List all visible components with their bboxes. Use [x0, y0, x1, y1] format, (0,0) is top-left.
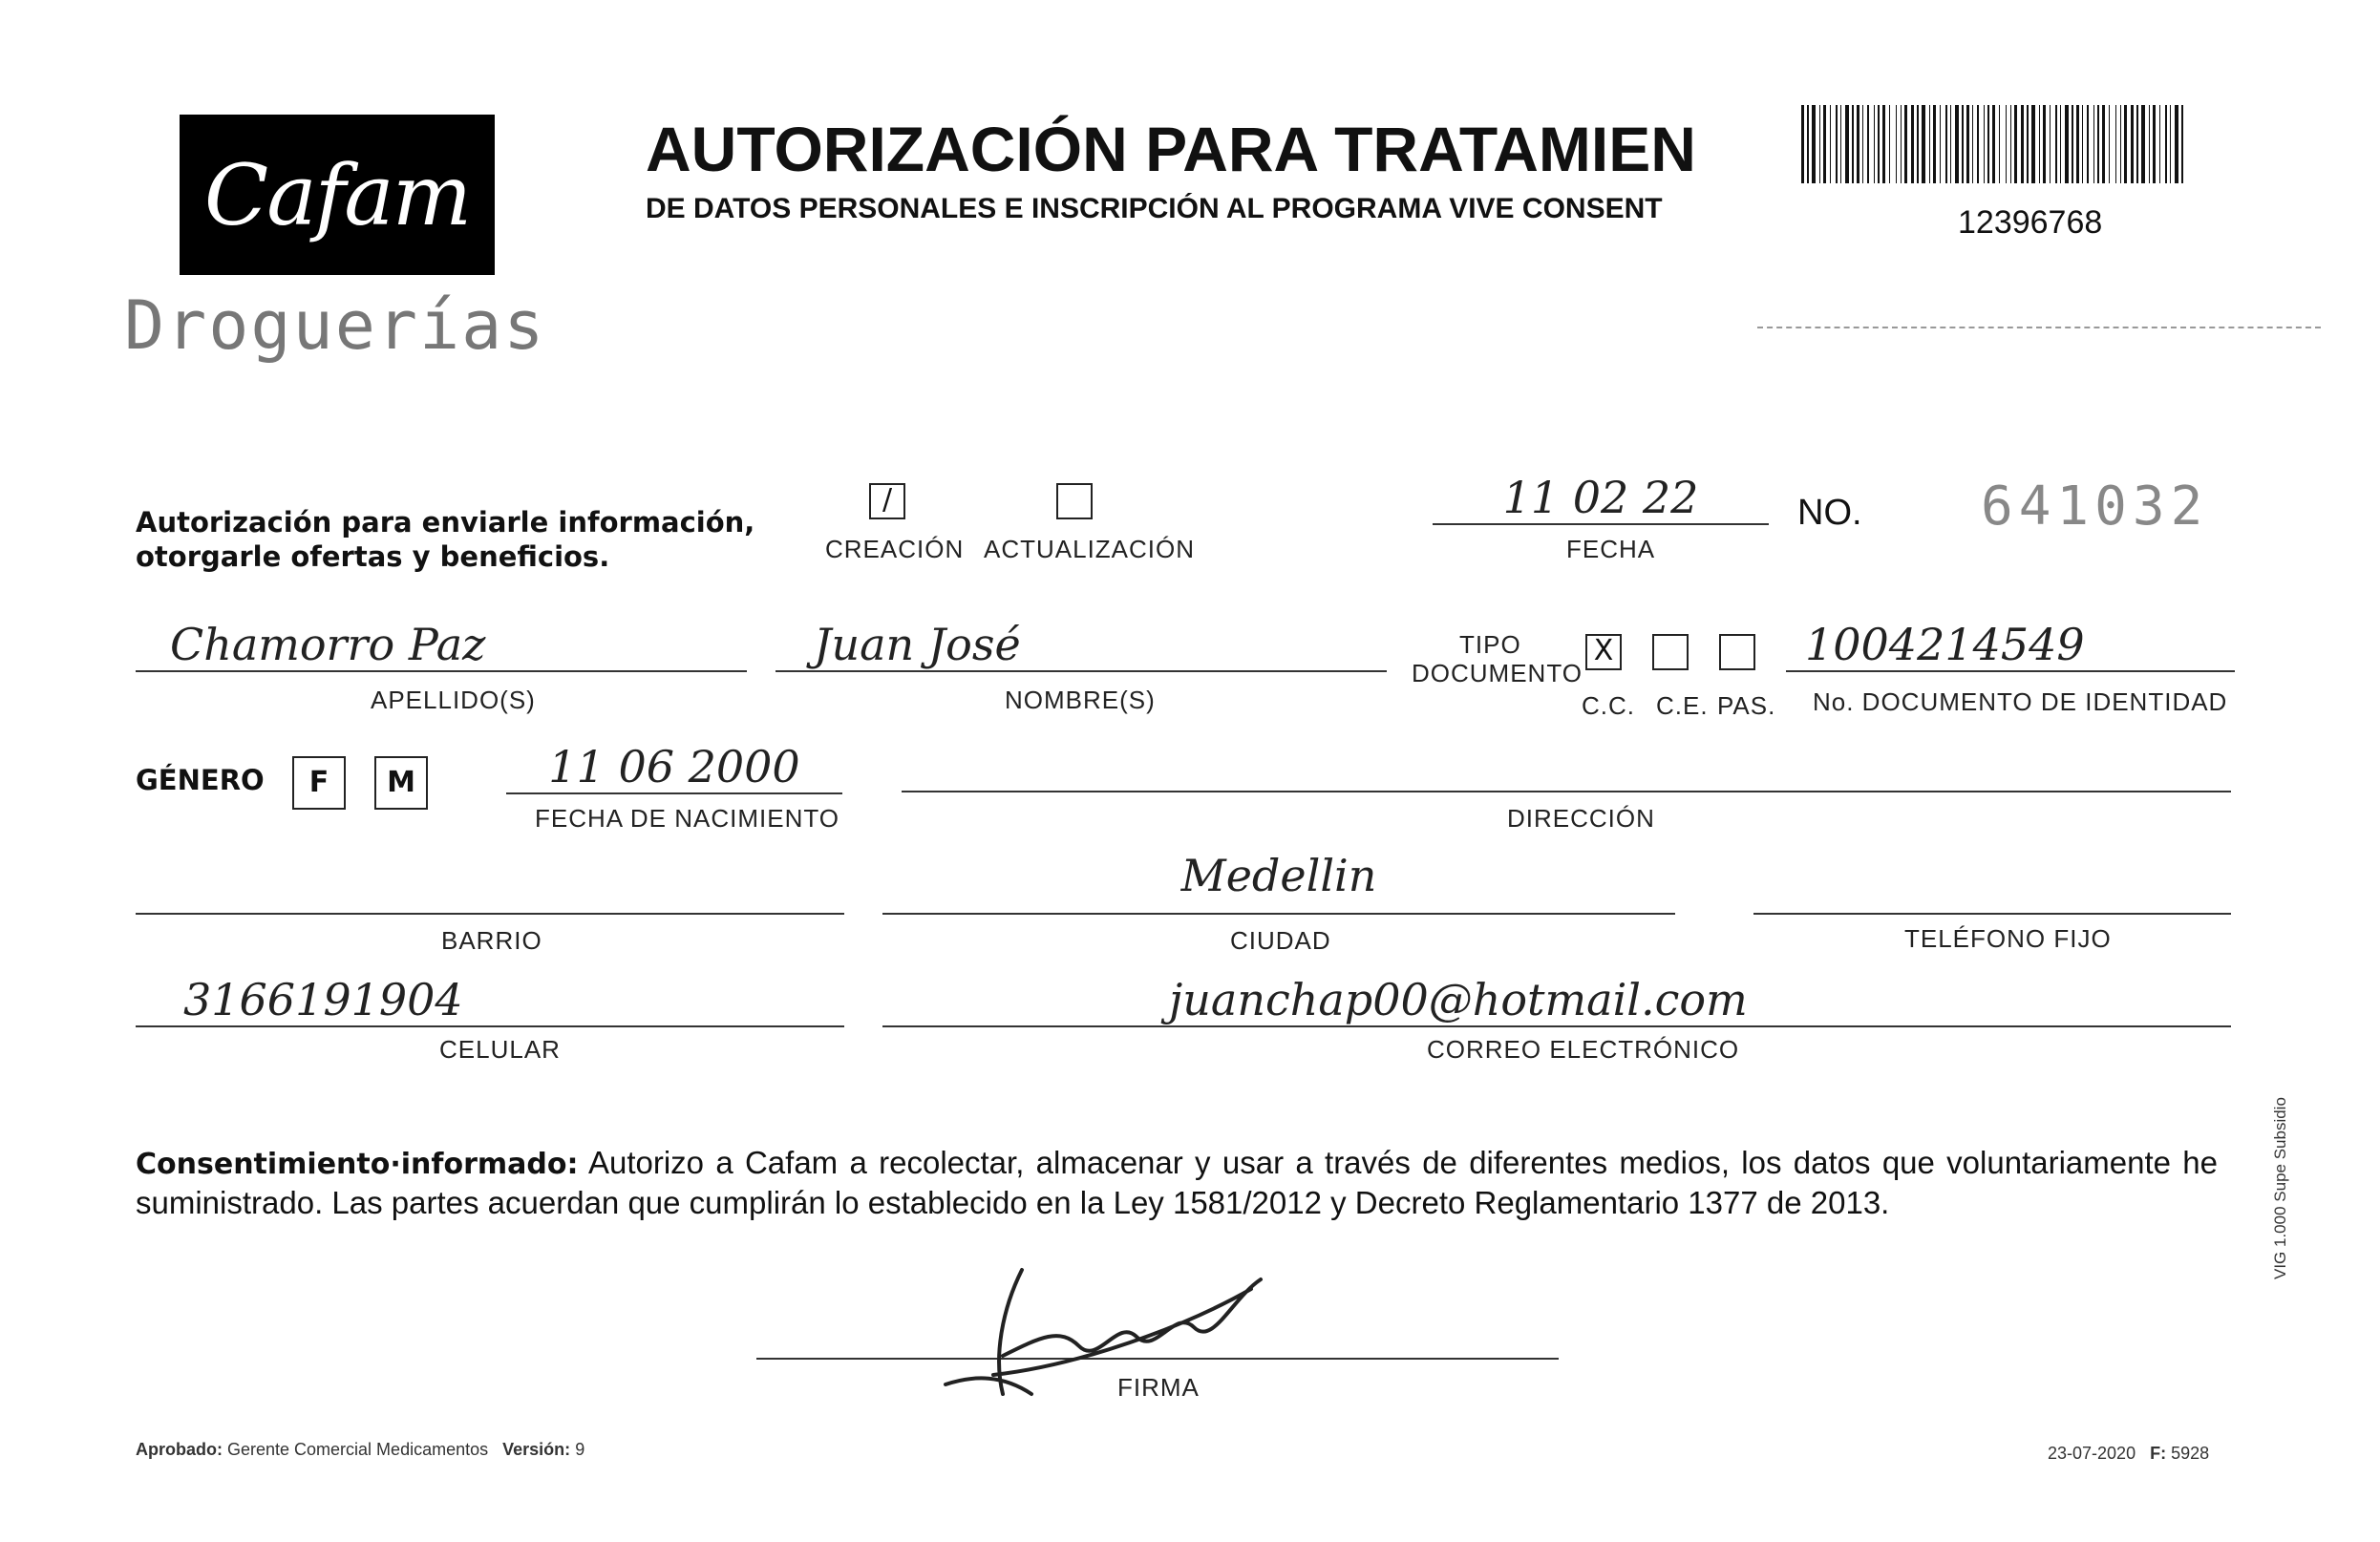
footer-date-form: 23-07-2020 F: 5928	[2048, 1444, 2210, 1463]
barcode	[1801, 105, 2185, 183]
genero-m-box[interactable]: M	[374, 756, 428, 810]
telefono-label: TELÉFONO FIJO	[1904, 924, 2112, 953]
fecha-nacimiento-label: FECHA DE NACIMIENTO	[535, 804, 840, 833]
nombres-label: NOMBRE(S)	[1005, 686, 1156, 714]
ce-label: C.E.	[1656, 691, 1709, 720]
authorization-text-2: otorgarle ofertas y beneficios.	[136, 540, 610, 573]
tipo-documento-label-1: TIPO	[1459, 630, 1521, 659]
documento-field[interactable]: 1004214549	[1786, 619, 2235, 672]
fecha-nacimiento-field[interactable]: 11 06 2000	[506, 741, 842, 794]
consent-heading: Consentimiento·informado:	[136, 1148, 579, 1181]
ciudad-field[interactable]: Medellin	[882, 850, 1675, 915]
side-text: VIG 1.000 Supe Subsidio	[2271, 1097, 2289, 1279]
form-subtitle: DE DATOS PERSONALES E INSCRIPCIÓN AL PROGRAMA VIVE CONSENT	[646, 193, 1663, 224]
creacion-checkbox[interactable]: /	[869, 483, 905, 519]
direccion-field[interactable]	[902, 741, 2231, 792]
ciudad-label: CIUDAD	[1230, 926, 1331, 955]
cc-checkbox[interactable]: X	[1585, 634, 1622, 670]
genero-f-box[interactable]: F	[292, 756, 346, 810]
celular-field[interactable]: 3166191904	[136, 974, 844, 1027]
apellidos-field[interactable]: Chamorro Paz	[136, 619, 747, 672]
creacion-label: CREACIÓN	[825, 535, 965, 563]
documento-label: No. DOCUMENTO DE IDENTIDAD	[1813, 687, 2228, 716]
cc-label: C.C.	[1582, 691, 1635, 720]
fecha-field[interactable]: 11 02 22	[1433, 472, 1769, 525]
cafam-logo: Cafam	[180, 115, 495, 275]
actualizacion-checkbox[interactable]	[1056, 483, 1093, 519]
ce-checkbox[interactable]	[1652, 634, 1689, 670]
genero-label: GÉNERO	[136, 764, 265, 796]
fecha-label: FECHA	[1566, 535, 1656, 563]
pas-label: PAS.	[1717, 691, 1776, 720]
authorization-text-1: Autorización para enviarle información,	[136, 506, 755, 539]
apellidos-label: APELLIDO(S)	[371, 686, 536, 714]
correo-field[interactable]: juanchap00@hotmail.com	[882, 974, 2231, 1027]
footer-aprobado: Aprobado: Gerente Comercial Medicamentos Versión: 9	[136, 1440, 585, 1459]
correo-label: CORREO ELECTRÓNICO	[1427, 1035, 1740, 1064]
barrio-field[interactable]	[136, 863, 844, 915]
telefono-field[interactable]	[1753, 863, 2231, 915]
logo-subtitle: Droguerías	[124, 286, 546, 365]
barcode-number: 12396768	[1958, 204, 2103, 241]
barrio-label: BARRIO	[441, 926, 542, 955]
no-value: 641032	[1981, 475, 2209, 538]
celular-label: CELULAR	[439, 1035, 561, 1064]
tipo-documento-label-2: DOCUMENTO	[1412, 659, 1583, 687]
nombres-field[interactable]: Juan José	[776, 619, 1387, 672]
pas-checkbox[interactable]	[1719, 634, 1755, 670]
direccion-label: DIRECCIÓN	[1507, 804, 1655, 833]
no-label: NO.	[1797, 493, 1862, 533]
form-title: AUTORIZACIÓN PARA TRATAMIEN	[646, 114, 1696, 184]
consent-body: Autorizo a Cafam a recolectar, almacenar y usar a través de diferentes medios, los datos que voluntariamente he suministrado. Las partes acuerdan que cumplirán lo establecido en la Ley 1581/2012 y Decreto Reglamentario 1377 de 2013.	[136, 1145, 2218, 1220]
header-dashed-line	[1757, 327, 2321, 328]
consent-paragraph	[136, 1144, 2218, 1222]
firma-label: FIRMA	[1117, 1373, 1200, 1402]
actualizacion-label: ACTUALIZACIÓN	[984, 535, 1196, 563]
